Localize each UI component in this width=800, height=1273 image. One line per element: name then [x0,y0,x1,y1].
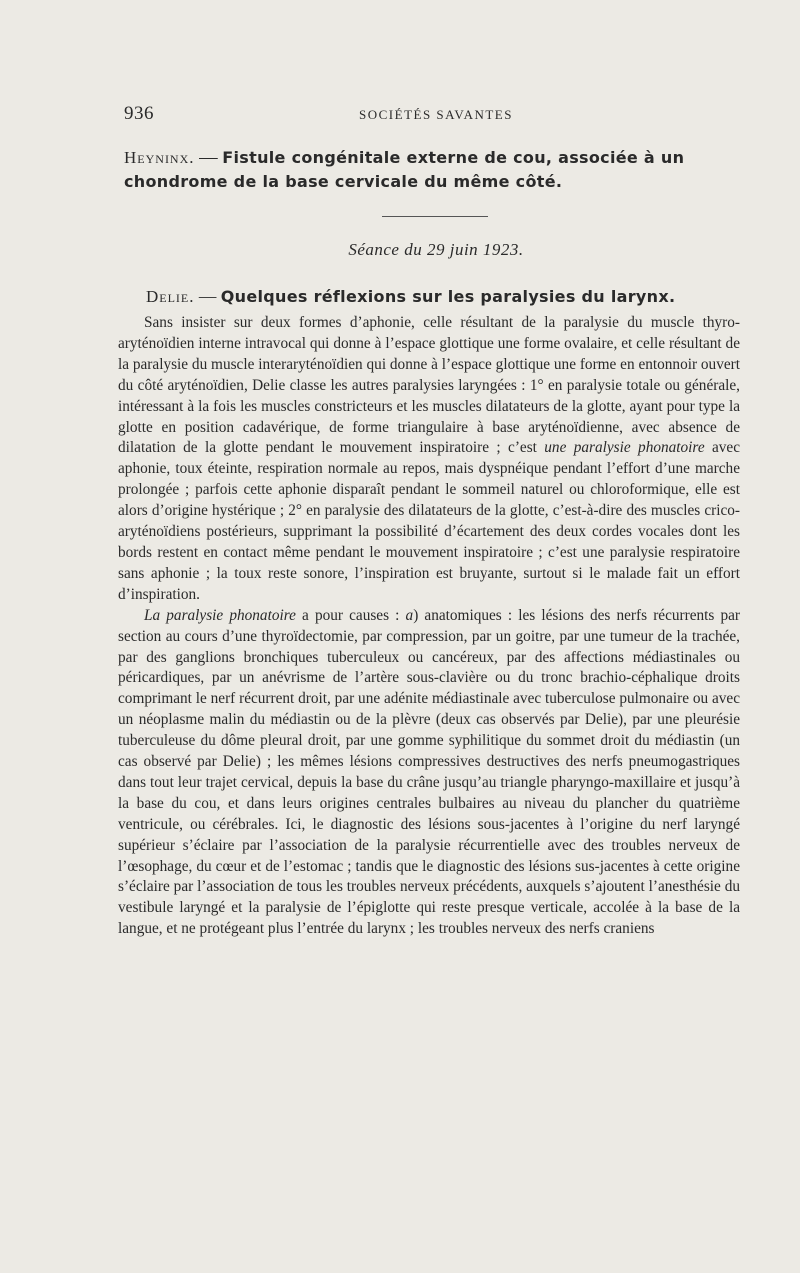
entry-author: Heyninx. [124,148,195,167]
entry-dash: — [194,286,221,306]
italic-phrase: une paralysie phonatoire [544,439,705,457]
entry-author: Delie. [146,287,195,306]
entry-heyninx [124,146,748,194]
text-run: a pour causes : [295,606,406,624]
section-divider [382,216,488,217]
italic-phrase: a [405,606,414,624]
article-body [118,313,740,940]
text-run: Sans insister sur deux formes d’aphonie, celle résultant de la paralysie du muscle thyro-aryténoïdien interne intravocal qui donne à l’espace glottique une forme ovalaire, et celle résultant de la paralysie du muscle interaryténoïdien qui donne à l’espace glottique une forme en entonnoir ouvert du côté aryténoïdien, Delie classe les autres paralysies laryngées : 1° en paralysie totale ou générale, intéressant à la fois les muscles constricteurs et les muscles dilatateurs de la glotte, ayant pour type la glotte en position cadavérique, de forme triangulaire à base aryténoïdienne, avec absence de dilatation de la glotte pendant le mouvement inspiratoire ; c’est [118,314,740,457]
text-run: ) anatomiques : les lésions des nerfs récurrents par section au cours d’une thyroïdectomie, par compression, par un goitre, par une tumeur de la trachée, par des ganglions bronchiques tuberculeux ou cancéreux, par des affections médiastinales ou péricardiques, par un anévrisme de l’artère sous-clavière ou du tronc brachio-céphalique droits comprimant le nerf récurrent droit, par une adénite médiastinale avec tuberculose pulmonaire ou avec un néoplasme malin du médiastin ou de la plèvre (deux cas observés par Delie), par une pleurésie tuberculeuse du dôme pleural droit, par une gomme syphilitique du sommet droit du médiastin (un cas observé par Delie) ; les mêmes lésions compressives destructives des nerfs pneumogastriques dans tout leur trajet cervical, depuis la base du crâne jusqu’au triangle pharyngo-maxillaire et jusqu’à la base du cou, et dans leurs origines centrales bulbaires au niveau du plancher du quatrième ventricule, ou cérébrales. Ici, le diagnostic des lésions sous-jacentes à l’origine du nerf laryngé supérieur s’éclaire par l’association de la paralysie récurrentielle avec des troubles nerveux de l’œsophage, du cœur et de l’estomac ; tandis que le diagnostic des lésions sus-jacentes à cette origine s’éclaire par l’association de tous les troubles nerveux précédents, auxquels s’ajoutent l’anesthésie du vestibule laryngé et la paralysie de l’épiglotte qui reste presque verticale, accolée à la base de la langue, et ne protégeant plus l’entrée du larynx ; les troubles nerveux des nerfs craniens [118,606,740,938]
italic-phrase: La paralysie phonatoire [144,606,296,624]
entry-delie [146,284,750,309]
paragraph [118,606,740,941]
entry-title: Fistule congénitale externe de cou, associée à un chondrome de la base cervicale du même côté. [124,148,685,191]
running-head: SOCIÉTÉS SAVANTES [359,107,513,122]
session-date: Séance du 29 juin 1923. [348,240,524,259]
page-header [124,103,748,125]
entry-title: Quelques réflexions sur les paralysies du larynx. [220,287,676,306]
page-number: 936 [124,103,154,124]
paragraph [118,313,740,606]
entry-dash: — [194,148,223,168]
text-run: avec aphonie, toux éteinte, respiration normale au repos, mais dyspnéique pendant l’effort d’une marche prolongée ; parfois cette aphonie disparaît pendant le sommeil naturel ou chloroformique, elle est alors d’origine hystérique ; 2° en paralysie des dilatateurs de la glotte, c’est-à-dire des muscles crico-aryténoïdiens postérieurs, supprimant la possibilité d’écartement des deux cordes vocales dont les bords restent en contact même pendant le mouvement inspiratoire ; c’est une paralysie respiratoire sans aphonie ; la toux reste sonore, l’inspiration est bruyante, surtout si le malade fait un effort d’inspiration. [118,439,740,603]
